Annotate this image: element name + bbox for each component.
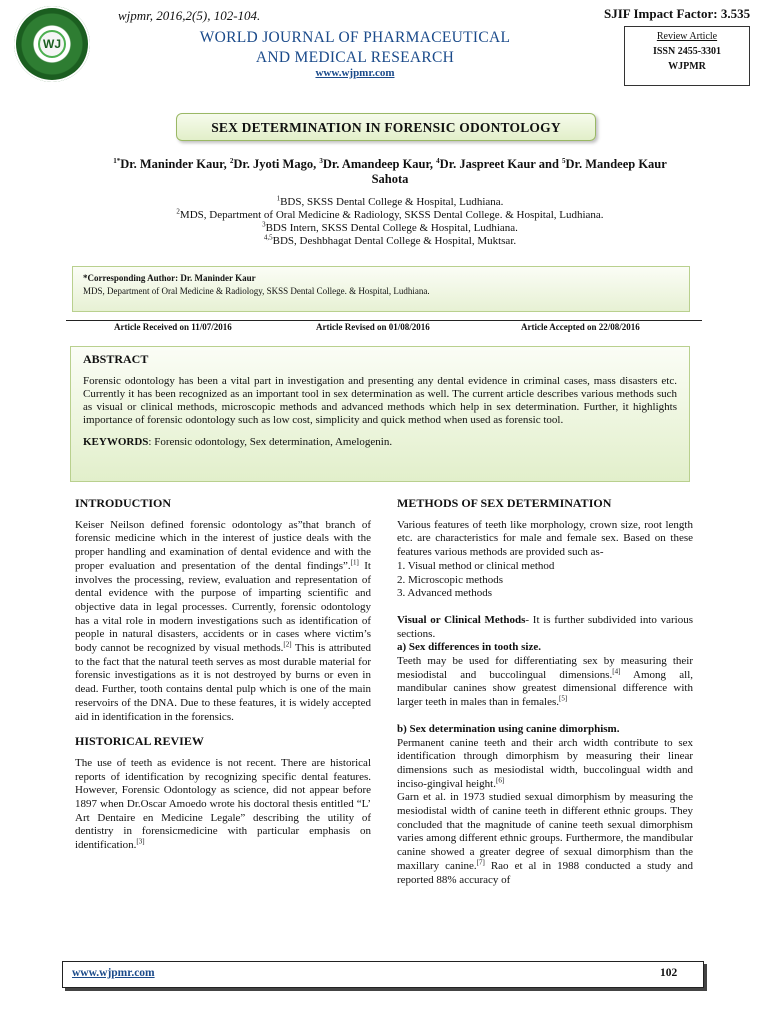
introduction-paragraph [75, 519, 371, 725]
intro-text-1: Keiser Neilson defined forensic odontology as”that branch of forensic medicine which in the interest of justice deals with the proper handling and examination of dental evidence and with the proper evaluation and presentation of the dental findings”. [75, 518, 371, 572]
keywords-label: KEYWORDS [83, 436, 149, 448]
corresponding-author-detail: MDS, Department of Oral Medicine & Radiology, SKSS Dental College. & Hospital, Ludhiana. [83, 286, 430, 296]
journal-name-line1: WORLD JOURNAL OF PHARMACEUTICAL [199, 29, 511, 46]
abstract-heading: ABSTRACT [83, 352, 149, 366]
journal-name [150, 28, 560, 68]
logo-text: WJ [43, 37, 61, 51]
corresponding-author-box [72, 266, 690, 312]
methods-paragraph: Various features of teeth like morphology, crown size, root length etc. are characteristics for male and female sex. Based on these features various methods are provided such as- [397, 518, 693, 559]
methods-list-item: 3. Advanced methods [397, 587, 493, 600]
ref-2[interactable]: [2] [283, 640, 292, 649]
right-column [397, 497, 693, 887]
footer-url-link[interactable]: www.wjpmr.com [72, 967, 155, 979]
intro-text-2: It involves the processing, review, evaluation and representation of dental evidence with the purpose of imparting scientific and objective data in legal processes. Currently, forensic odontology has a vital role in modern investigations such as identification of people in natural disasters, accidents or in cases where victim’s body cannot be recognized by visual methods. [75, 559, 371, 655]
hist-text: The use of teeth as evidence is not recent. There are historical reports of identification by recognizing specific dental features. However, Forensic Odontology as science, did not appear before 1897 when Dr.Oscar Amoedo wrote his doctoral thesis entitled “L’ Art Dentaire en Medicine Legale” describing the utility of dentistry in forensicmedicine with particular emphasis on identification. [75, 756, 371, 852]
affiliations [80, 196, 700, 248]
subheading-b: b) Sex determination using canine dimorphism. [397, 722, 620, 735]
methods-list [397, 560, 693, 601]
intro-text-3: This is attributed to the fact that the natural teeth serves as most durable material for forensic investigations as it is not destroyed by burns or even in dead. Further, tooth contains dental pulp which is one of the main reservoirs of the DNA. Due to these features, it is widely accepted aid in identification in the forensics. [75, 642, 371, 723]
subheading-a: a) Sex differences in tooth size. [397, 641, 541, 654]
citation: wjpmr, 2016,2(5), 102-104. [118, 8, 261, 23]
author-list [80, 157, 700, 187]
footer-box [62, 961, 704, 988]
ref-4[interactable]: [4] [612, 667, 621, 676]
article-info-box [624, 26, 750, 86]
ref-1[interactable]: [1] [350, 558, 359, 567]
page-number: 102 [660, 967, 678, 979]
historical-review-heading: HISTORICAL REVIEW [75, 734, 204, 749]
article-type: Review Article [656, 31, 718, 42]
logo-center [38, 30, 66, 58]
b-text-1: Permanent canine teeth and their arch width contribute to sex identification through dimorphism by measuring their linear dimensions such as mesiodistal width, buccolingual width and inciso-gingival height. [397, 736, 693, 790]
article-title: SEX DETERMINATION IN FORENSIC ODONTOLOGY [176, 113, 596, 141]
ref-6[interactable]: [6] [495, 776, 505, 784]
divider [66, 320, 702, 321]
canine-dimorphism-paragraph [397, 737, 693, 792]
abstract-box [70, 346, 690, 482]
keywords-text: : Forensic odontology, Sex determination, Amelogenin. [148, 436, 393, 448]
left-column [75, 497, 371, 853]
b-text-3: Rao et al in 1988 conducted a study and reported 88% accuracy of [397, 859, 693, 886]
introduction-heading: INTRODUCTION [75, 496, 172, 510]
journal-name-line2: AND MEDICAL RESEARCH [255, 49, 455, 66]
ref-3[interactable]: [3] [136, 837, 145, 846]
methods-list-item: 1. Visual method or clinical method [397, 559, 555, 572]
visual-methods-label: Visual or Clinical Methods [397, 613, 526, 626]
affiliation-3: $^3$BDS Intern, SKSS Dental College & Hospital, Ludhiana. [262, 220, 518, 234]
journal-logo [14, 6, 90, 82]
issn: ISSN 2455-3301 [652, 46, 722, 57]
tooth-size-paragraph [397, 655, 693, 710]
visual-methods-paragraph [397, 614, 693, 641]
date-received: Article Received on 11/07/2016 [114, 322, 232, 332]
affiliation-2: $^2$MDS, Department of Oral Medicine & Radiology, SKSS Dental College. & Hospital, Ludhiana. [176, 207, 604, 221]
authors-line1: $^{1*}$Dr. Maninder Kaur, $^2$Dr. Jyoti Mago, $^3$Dr. Amandeep Kaur, $^4$Dr. Jaspreet Kaur and $^5$Dr. Mandeep Kaur [113, 156, 667, 171]
a-text-1: Teeth may be used for differentiating sex by measuring their mesiodistal and buccolingual dimensions. [397, 655, 693, 681]
b-text-2: Garn et al. in 1973 studied sexual dimorphism by measuring the mesiodistal width of canine teeth in different ethnic groups. They concluded that the magnitude of canine teeth sexual dimorphism varies among different ethnic groups. Furthermore, the mandibular canine showed a greater degree of sexual dimorphism than the maxillary canine. [397, 791, 693, 872]
date-accepted: Article Accepted on 22/08/2016 [521, 322, 640, 332]
historical-review-paragraph [75, 757, 371, 853]
keywords [83, 436, 677, 449]
sjif-impact-factor: SJIF Impact Factor: 3.535 [604, 6, 751, 21]
a-text-2: Among all, mandibular canines show greatest dimensional difference with larger teeth in males than in females. [397, 668, 693, 709]
abstract-text: Forensic odontology has been a vital part in investigation and presenting any dental evidence in criminal cases, mass disasters etc. Currently it has been recognized as an important tool in sex determination as well. The current article describes various methods such as visual or clinical methods, microscopic methods and advanced methods which help in sex determination. Further, it highlights importance of forensic odontology such as low cost, simplicity and quick method when used as forensic tool. [83, 375, 677, 426]
garn-paragraph [397, 791, 693, 887]
authors-line2: Sahota [371, 172, 409, 186]
visual-methods-text: - It is further subdivided into various sections. [397, 613, 693, 640]
affiliation-1: $^1$BDS, SKSS Dental College & Hospital, Ludhiana. [276, 194, 504, 208]
journal-url-link[interactable]: www.wjpmr.com [315, 67, 395, 79]
corresponding-author-heading: *Corresponding Author: Dr. Maninder Kaur [83, 273, 256, 283]
ref-5[interactable]: [5] [559, 694, 568, 703]
date-revised: Article Revised on 01/08/2016 [316, 322, 430, 332]
methods-heading: METHODS OF SEX DETERMINATION [397, 496, 612, 510]
affiliation-4: $^{4,5}$BDS, Deshbhagat Dental College & Hospital, Muktsar. [263, 233, 517, 247]
ref-7[interactable]: [7] [476, 858, 485, 867]
journal-abbr: WJPMR [668, 61, 706, 72]
methods-list-item: 2. Microscopic methods [397, 573, 504, 586]
